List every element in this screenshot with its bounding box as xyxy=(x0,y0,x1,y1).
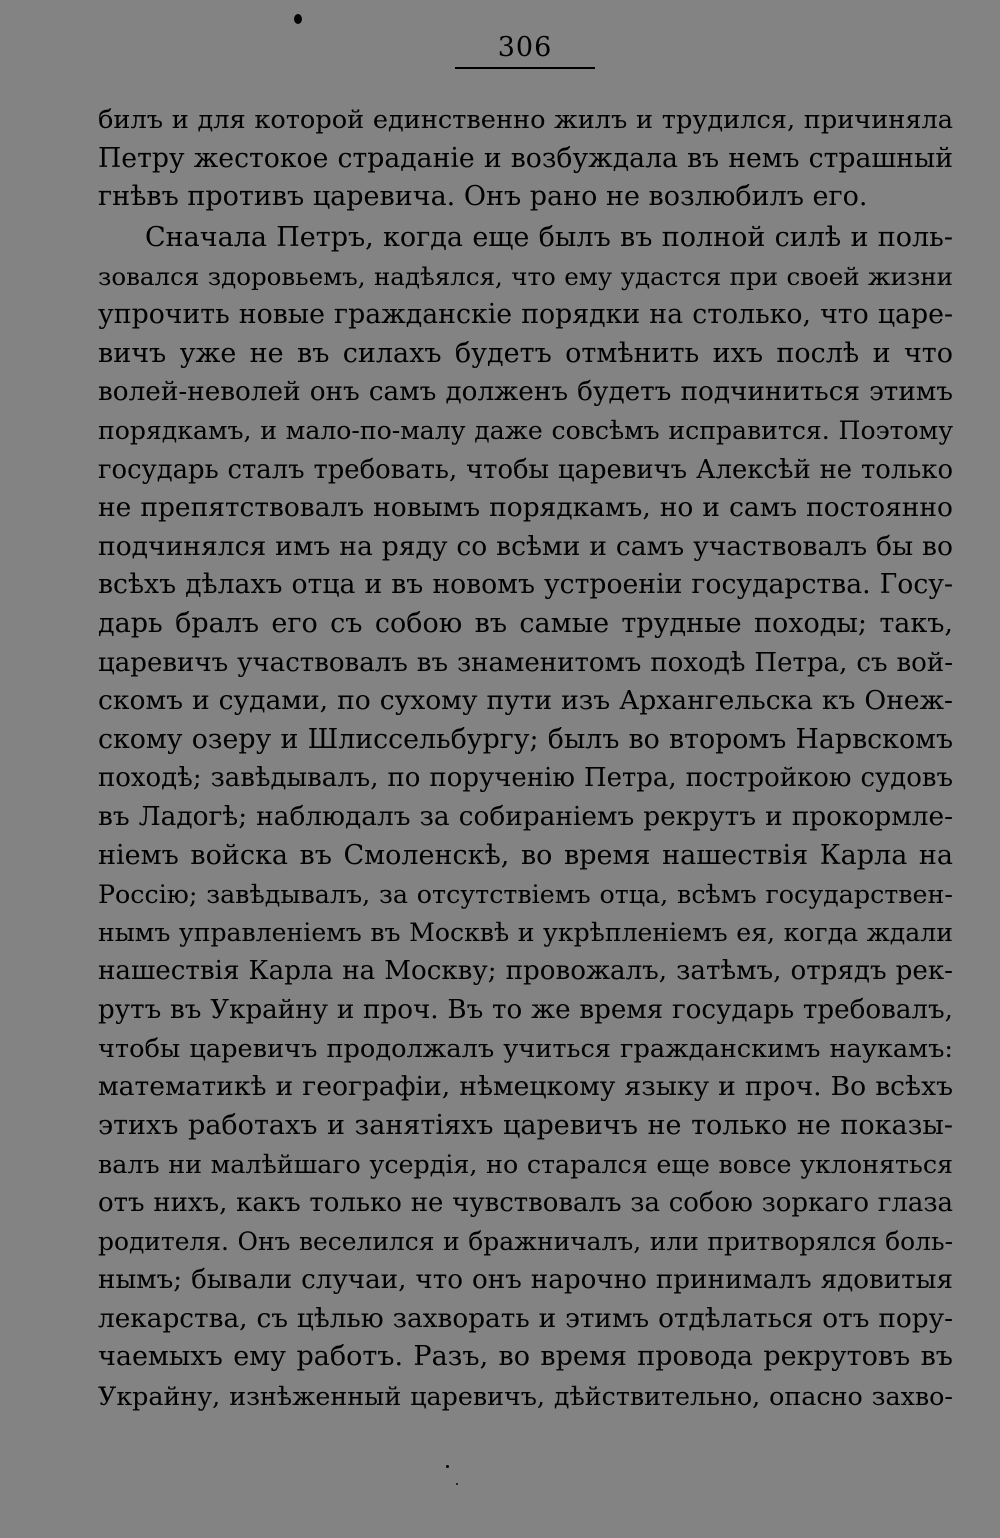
text-line: билъ и для которой единственно жилъ и трудился, причиняла xyxy=(98,105,953,135)
text-line: отъ нихъ, какъ только не чувствовалъ за собою зоркаго глаза xyxy=(98,1188,953,1218)
text-line: чаемыхъ ему работъ. Разъ, во время провода рекрутовъ въ xyxy=(98,1341,953,1373)
text-line: Россію; завѣдывалъ, за отсутствіемъ отца, всѣмъ государствен- xyxy=(98,879,953,910)
text-line: Сначала Петръ, когда еще былъ въ полной силѣ и поль- xyxy=(145,222,953,253)
text-line: скомъ и судами, по сухому пути изъ Архангельска къ Онеж- xyxy=(98,685,953,717)
text-line: нымъ управленіемъ въ Москвѣ и укрѣпленіемъ ея, когда ждали xyxy=(98,917,953,947)
text-line: этихъ работахъ и занятіяхъ царевичъ не только не показы- xyxy=(98,1109,953,1141)
text-line: чтобы царевичъ продолжалъ учиться гражданскимъ наукамъ: xyxy=(98,1033,953,1064)
text-line: подчинялся имъ на ряду со всѣми и самъ участвовалъ бы во xyxy=(98,530,953,562)
text-line: въ Ладогѣ; наблюдалъ за собираніемъ рекрутъ и прокормле- xyxy=(98,802,953,832)
text-line: гнѣвъ противъ царевича. Онъ рано не возлюбилъ его. xyxy=(98,181,868,213)
text-line: скому озеру и Шлиссельбургу; былъ во второмъ Нарвскомъ xyxy=(98,723,953,755)
text-line: родителя. Онъ веселился и бражничалъ, или притворялся боль- xyxy=(98,1226,953,1256)
text-line: царевичъ участвовалъ въ знаменитомъ походѣ Петра, съ вой- xyxy=(98,647,953,678)
header-rule xyxy=(455,67,595,69)
text-line: не препятствовалъ новымъ порядкамъ, но и самъ постоянно xyxy=(98,492,953,524)
text-line: валъ ни малѣйшаго усердія, но старался еще вовсе уклоняться xyxy=(98,1149,953,1180)
text-line: упрочить новые гражданскіе порядки на столько, что царе- xyxy=(98,299,953,331)
text-line: зовался здоровьемъ, надѣялся, что ему удастся при своей жизни xyxy=(98,261,953,291)
text-line: дарь бралъ его съ собою въ самые трудные походы; такъ, xyxy=(98,608,953,639)
text-line: порядкамъ, и мало-по-малу даже совсѣмъ исправится. Поэтому xyxy=(98,416,953,445)
ink-speck xyxy=(456,1483,458,1485)
text-line: рутъ въ Украйну и проч. Въ то же время государь требовалъ, xyxy=(98,995,953,1025)
text-line: всѣхъ дѣлахъ отца и въ новомъ устроеніи государства. Госу- xyxy=(98,569,953,601)
text-line: Петру жестокое страданіе и возбуждала въ немъ страшный xyxy=(98,142,953,174)
ink-speck xyxy=(446,1465,449,1468)
text-line: нашествія Карла на Москву; провожалъ, затѣмъ, отрядъ рек- xyxy=(98,956,953,987)
text-line: Украйну, изнѣженный царевичъ, дѣйствительно, опасно захво- xyxy=(98,1381,953,1411)
text-line: походѣ; завѣдывалъ, по порученію Петра, постройкою судовъ xyxy=(98,763,953,794)
ink-speck xyxy=(294,14,302,24)
text-line: вичъ уже не въ силахъ будетъ отмѣнить ихъ послѣ и что xyxy=(98,337,953,369)
text-line: математикѣ и географіи, нѣмецкому языку и проч. Во всѣхъ xyxy=(98,1071,953,1103)
text-line: ніемъ войска въ Смоленскѣ, во время нашествія Карла на xyxy=(98,839,953,871)
text-line: волей-неволей онъ самъ долженъ будетъ подчиниться этимъ xyxy=(98,377,953,408)
page-number: 306 xyxy=(497,32,553,63)
text-line: нымъ; бывали случаи, что онъ нарочно принималъ ядовитыя xyxy=(98,1265,953,1296)
text-line: государь сталъ требовать, чтобы царевичъ Алексѣй не только xyxy=(98,454,953,485)
text-line: лекарства, съ цѣлью захворать и этимъ отдѣлаться отъ пору- xyxy=(98,1303,953,1334)
